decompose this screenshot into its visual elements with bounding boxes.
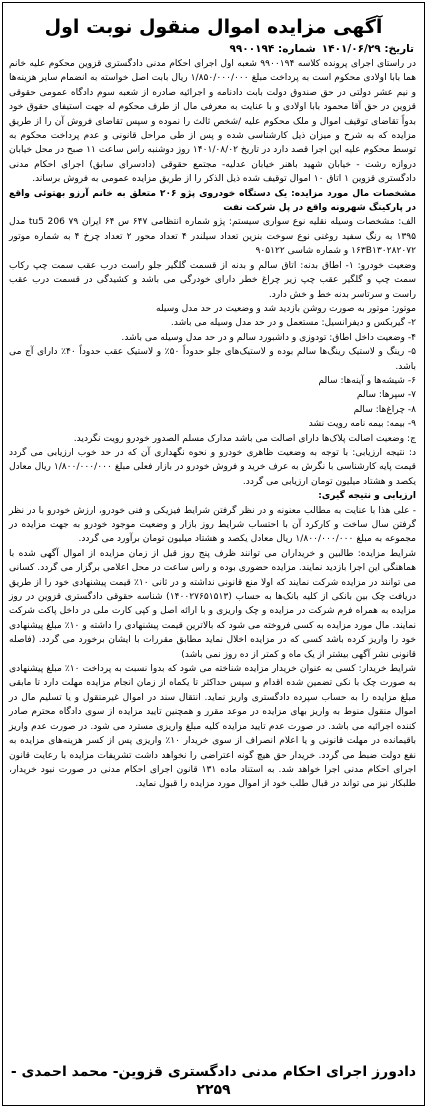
notice-date: تاریخ: ۱۴۰۱/۰۶/۲۹ — [321, 43, 414, 55]
auction-notice — [2, 2, 425, 1106]
vehicle-condition-lights: ۸- چراغ‌ها: سالم — [353, 404, 416, 415]
notice-body — [3, 57, 424, 792]
vehicle-condition-bumpers: ۷- سپرها: سالم — [356, 390, 416, 401]
evaluation-conclusion: - علی هذا با عنایت به مطالب معنونه و در نظر گرفتن شرایط فیزیکی و فنی خودرو، ارزش خودرو با در نظر گرفتن سال ساخت و کارکرد آن با احتساب شرایط روز بازار و وضعیت موجود خودرو به جهت مزایده در مجموعه به مبلغ ۱/۸۰۰/۰۰۰/۰۰۰ ریال معادل یکصد و هشتاد میلیون تومان برآورد می گردد. — [9, 505, 416, 545]
notice-number: شماره: ۹۹۰۰۱۹۴ — [229, 43, 316, 55]
vehicle-condition-interior: ۴- وضعیت داخل اطاق: تودوزی و داشبورد سالم و در حد مدل وسیله می باشد. — [121, 332, 416, 343]
intro-paragraph: در راستای اجرای پرونده کلاسه ۹۹۰۰۱۹۴ شعبه اول اجرای احکام مدنی دادگستری قزوین محکوم علیه خانم هما بابا اولادی محکوم است به پرداخت مبلغ ۱/۸۵۰/۰۰۰/۰۰۰ ریال بابت اصل خواسته به انضمام سایر هزینه‌ها و نیم عشر دولتی در حق صندوق دولت بابت دادنامه و اجرائیه صادره از شعبه سوم دادگاه عمومی حقوقی قزوین در حق آقا محمود بابا اولادی و با عنایت به معرفی مال از طرف محکوم له جهت استیفای حقوق خود بدواً تقاضای توقیف اموال و ملک محکوم علیه /شخص ثالث را نموده و سپس تقاضای فروش آن را از طریق مزایده که به شرح و میزان ذیل کارشناسی شده و پس از طی مراحل قانونی و عدم پرداخت محکوم به توسط محکوم علیه این اجرا قصد دارد در تاریخ ۱۴۰۱/۰۸/۰۲ روز دوشنبه راس ساعت ۱۱ صبح در محل خیابان دروازه رشت - خیابان شهید باهنر خیابان عدلیه- مجتمع حقوقی (دادسرای سابق) اجرای احکام مدنی دادگستری قزوین ۱ اتاق ۱۰ اموال توقیف شده ذیل الذکر را از طریق مزایده عمومی به فروش برساند. — [9, 59, 416, 185]
evaluation-heading: ارزیابی و نتیجه گیری: — [318, 491, 416, 502]
plate-authenticity: ج: وضعیت اصالت پلاک‌ها دارای اصالت می باشد مدارک مسلم الصدور خودرو رویت نگردید. — [73, 433, 416, 444]
vehicle-condition-tires: ۵- رینگ و لاستیک رینگ‌ها سالم بوده و لاستیک‌های جلو حدوداً ۵۰٪ و لاستیک عقب حدوداً ۴۰٪ دارای آج می باشد. — [9, 347, 417, 372]
notice-signature: دادورز اجرای احکام مدنی دادگستری قزوین- محمد احمدی - ۲۲۵۹ — [10, 1064, 417, 1098]
vehicle-condition-glass: ۶- شیشه‌ها و آینه‌ها: سالم — [318, 375, 416, 386]
vehicle-condition-engine: موتور: موتور به صورت روشن بازدید شد و وضعیت در حد مدل وسیله — [156, 303, 416, 314]
buyer-terms: شرایط خریدار: کسی به عنوان خریدار مزایده شناخته می شود که بدوا نسبت به پرداخت ۱۰٪ مبلغ پیشنهادی به صورت چک با نکی تضمین شده اقدام و سپس حداکثر تا یکماه از زمان انجام مزایده مهلت دارد تا مابقی مبلغ مزایده را به حساب سپرده دادگستری واریز نماید. انتقال سند در اموال غیرمنقول و یا تسلیم مال در اموال منقول منوط به واریز بهای مزایده در موعد مقرر و همچنین تایید مزایده از سوی دادگاه محترم صادر کننده اجرائیه می باشد. در صورت عدم تایید مزایده کلیه مبلغ واریزی مسترد می شود. در صورت عدم واریز باقیمانده در مهلت قانونی و یا اعلام انصراف از سوی خریدار ۱۰٪ واریزی پس از کسر هزینه‌های مزایده به نفع دولت ضبط می گردد. خریدار حق هیچ گونه اعتراضی را نخواهد داشت تشریفات مزایده با رعایت قانون اجرای احکام مدنی اجرا خواهد شد. به استناد ماده ۱۳۱ قانون اجرای احکام مدنی در صورت نبود خریدار، طلبکار نیز می تواند در قبال طلب خود از اموال مورد مزایده را قبول نماید. — [9, 664, 416, 790]
vehicle-condition-insurance: ۹- بیمه: بیمه نامه رویت نشد — [308, 419, 416, 430]
notice-title: آگهی مزایده اموال منقول نوبت اول — [44, 16, 383, 38]
vehicle-specs: الف: مشخصات وسیله نقلیه نوع سواری سیستم: پژو شماره انتظامی ۶۴۷ س ۶۴ ایران ۷۹ 206 tu5 مدل ۱۳۹۵ به رنگ سفید روغنی نوع سوخت بنزین تعداد سیلندر ۴ تعداد محور ۲ تعداد چرخ ۴ به شماره موتور ۱۶۳B۱۳۰۲۸۲۰۷۲ و شماره شاسی ۹۰۵۱۲۲ — [9, 217, 416, 257]
notice-meta — [13, 43, 414, 55]
auction-terms: شرایط مزایده: طالبین و خریداران می توانند ظرف پنج روز قبل از زمان مزایده از اموال آگهی شده با هماهنگی این اجرا بازدید نمایند. مزایده حضوری بوده و راس ساعت در محل اعلامی برگزار می گردد. کسانی می توانند در مزایده شرکت نمایند که اولا منع قانونی نداشته و در ثانی ۱۰٪ قیمت پیشنهادی خود را از طریق دریافت چک بین بانکی از کلیه بانک‌ها به حساب (۱۴۰۰۲۷۶۵۱۵۱۳) شناسه حقوقی دادگستری قزوین در روز مزایده به همراه فرم شرکت در مزایده و چک واریزی و با ارائه اصل و کپی کارت ملی در داخل پاکت شرکت نمایند. مال مورد مزایده به کسی فروخته می شود که بالاترین قیمت پیشنهادی را داشته و ۱۰٪ مبلغ پیشنهادی خود را واریز کرده باشد کسی که در مزایده اخلال نماید مطابق مقررات با ایشان برخورد می گردد. (فاصله قانونی نشر آگهی بیشتر از یک ماه و کمتر از ده روز نمی باشد) — [9, 548, 416, 660]
vehicle-condition-body: وضعیت خودرو: ۱- اطاق بدنه: اتاق سالم و بدنه از قسمت گلگیر جلو راست درب عقب سمت چپ رکاب سمت چپ و گلگیر عقب چپ زیر چراغ خطر دارای خودرگی می باشد و کشیدگی در قسمت درب عقب راست و سرتاسر بدنه خط و خش دارد. — [9, 260, 416, 300]
vehicle-condition-gearbox: ۲- گیربکس و دیفرانسیل: مستعمل و در حد مدل وسیله می باشد. — [170, 318, 416, 329]
valuation-result: د: نتیجه ارزیابی: با توجه به وضعیت ظاهری خودرو و نحوه نگهداری آن که در حد خوب ارزیابی می گردد قیمت پایه کارشناسی با نگرش به عرف خرید و فروش خودرو در بازار فعلی مبلغ ۱/۸۰۰/۰۰۰/۰۰۰ ریال معادل یکصد و هشتاد میلیون تومان ارزیابی می گردد. — [9, 447, 416, 487]
property-description: مشخصات مال مورد مزایده: یک دستگاه خودروی پژو ۲۰۶ متعلق به خانم آرزو بهتوئی واقع در پارکینگ شهرونه واقع در پل شرکت نفت — [9, 188, 417, 214]
